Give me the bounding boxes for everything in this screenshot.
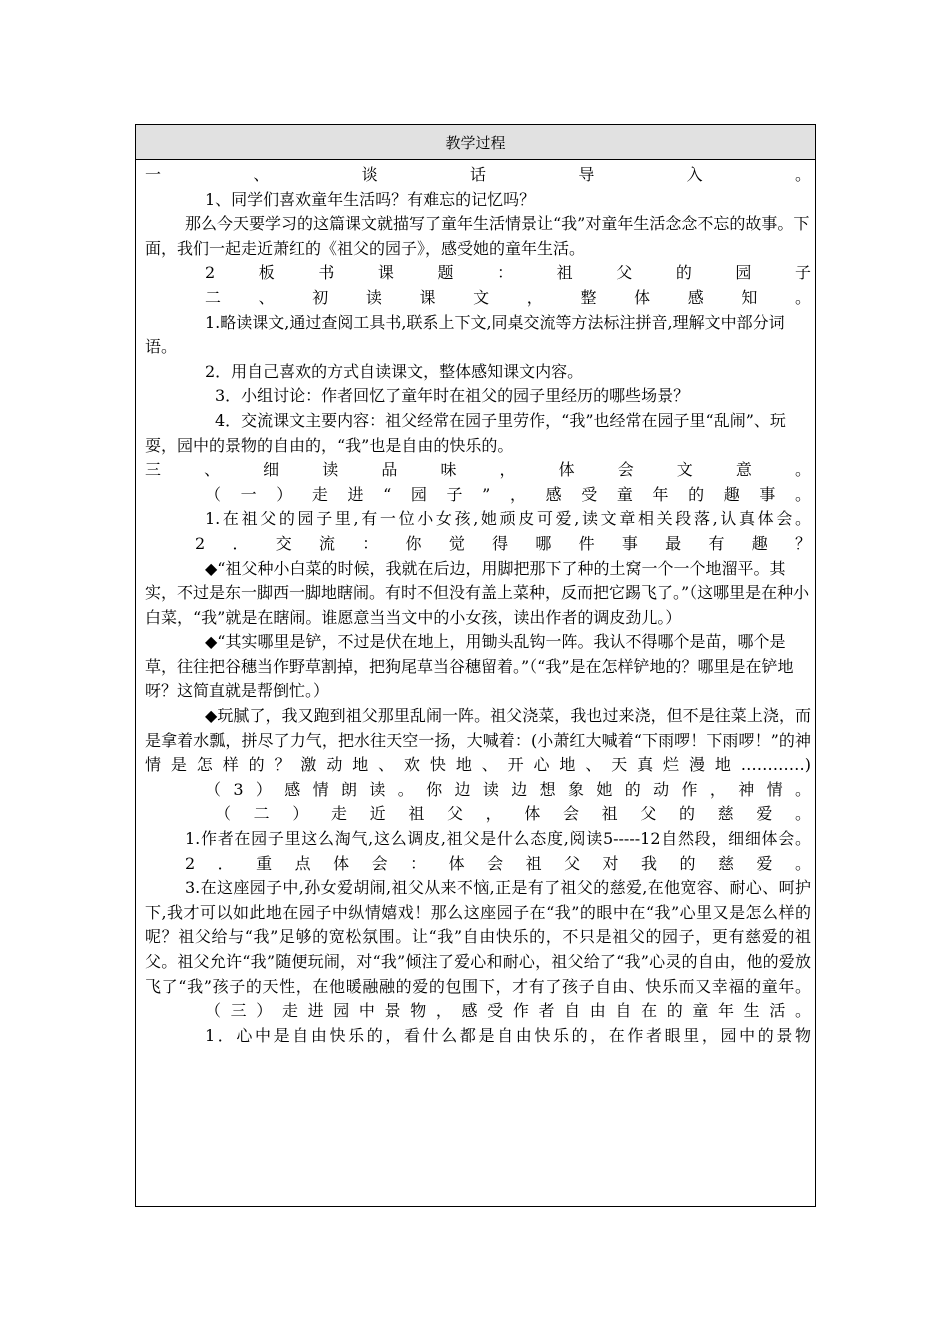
- header-title: 教学过程: [445, 133, 506, 152]
- lesson-table: [135, 124, 816, 1207]
- paragraph: ◆玩腻了，我又跑到祖父那里乱闹一阵。祖父浇菜，我也过来浇，但不是往菜上浇，而是拿着水瓢，拼尽了力气，把水往天空一扬，大喊着：(小萧红大喊着“下雨啰！下雨啰！”的神情是怎样的？激动地、欢快地、开心地、天真烂漫地…………): [145, 706, 811, 775]
- paragraph: 三、细读品味，体会文意。: [145, 460, 811, 480]
- paragraph: 1.在祖父的园子里,有一位小女孩,她顽皮可爱,读文章相关段落,认真体会。: [205, 509, 811, 529]
- paragraph: （二）走近祖父，体会祖父的慈爱。: [215, 804, 811, 824]
- paragraph: 1.略读课文,通过查阅工具书,联系上下文,同桌交流等方法标注拼音,理解文中部分词语。: [145, 312, 785, 357]
- paragraph: （3）感情朗读。你边读边想象她的动作，神情。: [205, 779, 811, 799]
- paragraph: 3．小组讨论：作者回忆了童年时在祖父的园子里经历的哪些场景？: [215, 386, 690, 406]
- paragraph: 2板书课题：祖父的园子: [205, 263, 811, 283]
- paragraph: 2．用自己喜欢的方式自读课文，整体感知课文内容。: [205, 361, 584, 381]
- paragraph: 2．交流：你觉得哪件事最有趣？: [195, 533, 811, 553]
- table-header: [136, 125, 815, 160]
- paragraph: 二、初读课文，整体感知。: [205, 287, 811, 307]
- paragraph: 1、同学们喜欢童年生活吗？有难忘的记忆吗？: [205, 189, 536, 209]
- paragraph: 1．心中是自由快乐的，看什么都是自由快乐的，在作者眼里，园中的景物: [205, 1025, 811, 1045]
- lesson-content: [136, 160, 815, 1048]
- paragraph: 4．交流课文主要内容：祖父经常在园子里劳作，“我”也经常在园子里“乱闹”、玩耍，园中的景物的自由的，“我”也是自由的快乐的。: [145, 410, 786, 455]
- paragraph: 2．重点体会：体会祖父对我的慈爱。: [185, 853, 811, 873]
- paragraph: ◆“祖父种小白菜的时候，我就在后边，用脚把那下了种的土窝一个一个地溜平。其实，不过是东一脚西一脚地瞎闹。有时不但没有盖上菜种，反而把它踢飞了。”（这哪里是在种小白菜，“我”就是在瞎闹。谁愿意当当文中的小女孩，读出作者的调皮劲儿。）: [145, 558, 810, 627]
- paragraph: 3.在这座园子中,孙女爱胡闹,祖父从来不恼,正是有了祖父的慈爱,在他宽容、耐心、呵护下,我才可以如此地在园子中纵情嬉戏！那么这座园子在“我”的眼中在“我”心里又是怎么样的呢？祖父给与“我”足够的宽松氛围。让“我”自由快乐的，不只是祖父的园子，更有慈爱的祖父。祖父允许“我”随便玩闹，对“我”倾注了爱心和耐心，祖父给了“我”心灵的自由，他的爱放飞了“我”孩子的天性，在他暖融融的爱的包围下，才有了孩子自由、快乐而又幸福的童年。: [145, 878, 811, 996]
- paragraph: 那么今天要学习的这篇课文就描写了童年生活情景让“我”对童年生活念念不忘的故事。下面，我们一起走近萧红的《祖父的园子》，感受她的童年生活。: [145, 214, 810, 258]
- paragraph: ◆“其实哪里是铲，不过是伏在地上，用锄头乱钩一阵。我认不得哪个是苗，哪个是草，往往把谷穗当作野草割掉，把狗尾草当谷穗留着。”（“我”是在怎样铲地的？哪里是在铲地呀？这简直就是帮倒忙。）: [145, 632, 794, 701]
- paragraph: （一）走进“园子”，感受童年的趣事。: [205, 484, 811, 504]
- paragraph: 1.作者在园子里这么淘气,这么调皮,祖父是什么态度,阅读5-----12自然段，细细体会。: [185, 829, 811, 849]
- paragraph: （三）走进园中景物，感受作者自由自在的童年生活。: [205, 1001, 811, 1021]
- paragraph: 一、谈话导入。: [145, 165, 811, 184]
